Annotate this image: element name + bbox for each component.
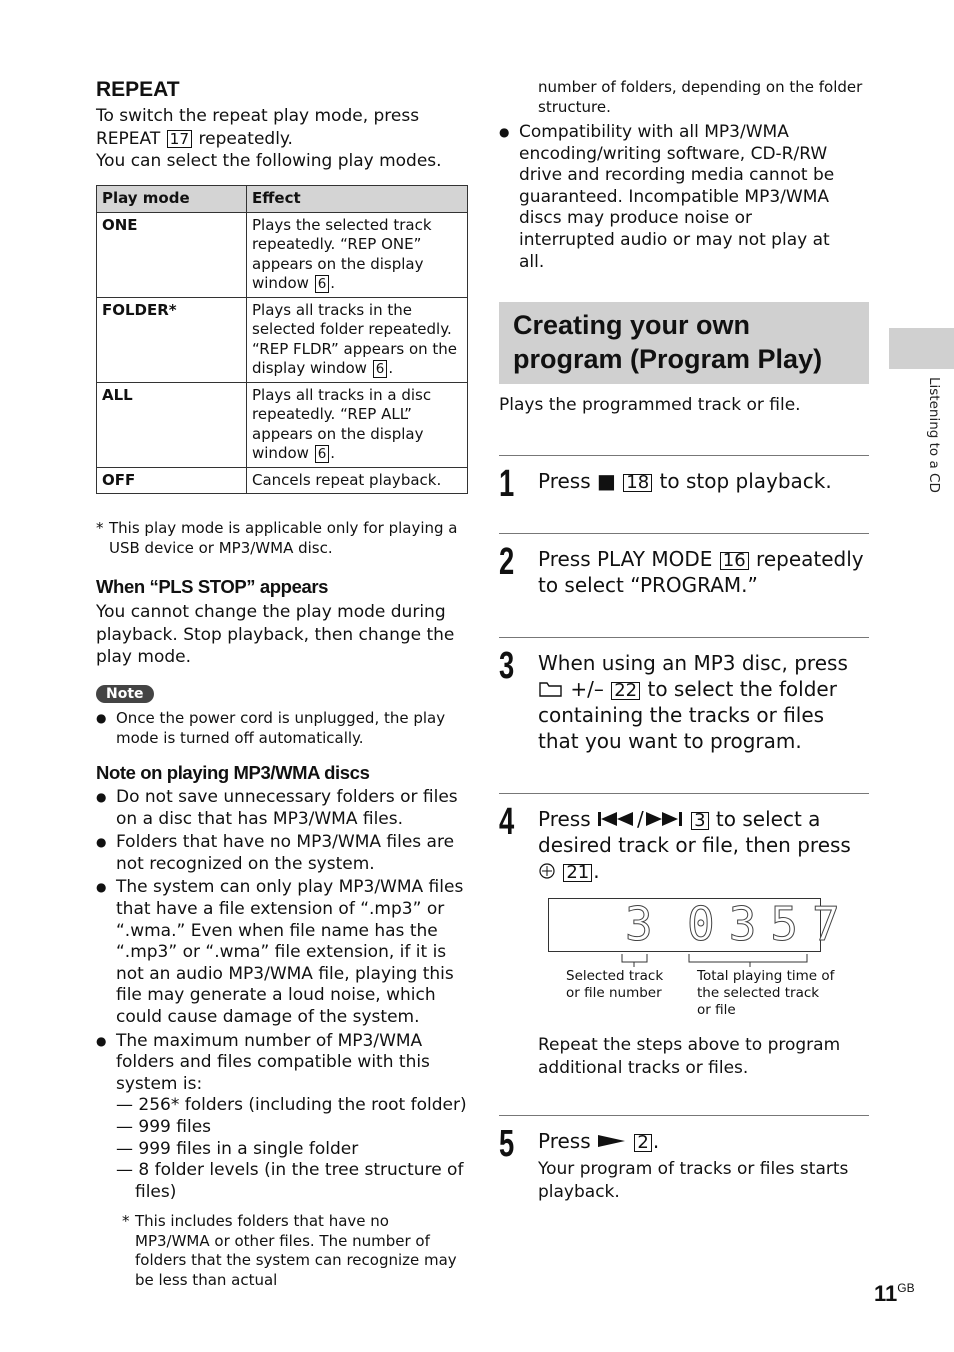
step-5-text bbox=[538, 1128, 868, 1154]
mp3-footnote bbox=[122, 1212, 468, 1290]
side-tab bbox=[889, 328, 954, 369]
note-label: Note bbox=[96, 685, 154, 703]
header-play-mode: Play mode bbox=[97, 186, 247, 213]
step-text: Press PLAY MODE bbox=[538, 547, 713, 571]
asterisk: * bbox=[96, 519, 104, 537]
table-row bbox=[97, 212, 468, 297]
button-ref-6: 6 bbox=[373, 360, 388, 378]
step-5-sub: Your program of tracks or files starts playback. bbox=[538, 1159, 849, 1202]
mode-cell: ALL bbox=[97, 382, 247, 467]
section-title-line1: Creating your own bbox=[513, 310, 751, 340]
list-item-text: ● The maximum number of MP3/WMA folders and files compatible with this system is: bbox=[116, 1030, 430, 1094]
effect-text: Plays all tracks in the selected folder repeatedly. “REP FLDR” appears on the display window bbox=[252, 300, 458, 377]
step-text: to select a desired track or file, then press bbox=[538, 807, 851, 857]
mp3-heading: Note on playing MP3/WMA discs bbox=[96, 762, 370, 783]
label-time: Total playing time of the selected track or file bbox=[697, 968, 835, 1018]
step-text: Press ■ bbox=[538, 469, 616, 493]
button-ref-3: 3 bbox=[691, 812, 708, 830]
mp3-bullet-list bbox=[96, 787, 468, 1203]
list-item: ● Once the power cord is unplugged, the play mode is turned off automatically. bbox=[96, 709, 468, 748]
step-text: . bbox=[652, 1129, 660, 1153]
effect-cell: Cancels repeat playback. bbox=[247, 467, 468, 494]
mode-cell: OFF bbox=[97, 467, 247, 494]
divider bbox=[499, 533, 869, 534]
page-number bbox=[874, 1281, 915, 1307]
divider bbox=[499, 793, 869, 794]
repeat-line2-post: repeatedly. bbox=[198, 128, 293, 149]
footnote-text: This play mode is applicable only for playing a USB device or MP3/WMA disc. bbox=[109, 519, 458, 557]
label-track: Selected track or file number bbox=[566, 968, 664, 1001]
step-1-text bbox=[538, 468, 868, 494]
step-text: When using an MP3 disc, press bbox=[538, 651, 848, 675]
play-mode-table bbox=[96, 185, 468, 494]
button-ref-17: 17 bbox=[167, 130, 192, 148]
continued-text: number of folders, depending on the folder structure. bbox=[538, 78, 863, 116]
repeat-line2 bbox=[96, 128, 468, 151]
dash-item: — 8 folder levels (in the tree structure of files) bbox=[116, 1160, 464, 1202]
divider bbox=[499, 637, 869, 638]
mode-cell: FOLDER* bbox=[97, 297, 247, 382]
repeat-line3: You can select the following play modes. bbox=[96, 151, 442, 171]
page-num: 11 bbox=[874, 1281, 898, 1306]
button-ref-2: 2 bbox=[634, 1134, 651, 1152]
list-item: ● Compatibility with all MP3/WMA encoding/writing software, CD-R/RW drive and recording media cannot be guaranteed. Incompatible MP3/WMA discs may produce noise or interrupted audio or may not play at all. bbox=[499, 122, 849, 273]
step-3-text bbox=[538, 650, 868, 754]
dash-item: — 256* folders (including the root folder) bbox=[116, 1095, 467, 1116]
pls-stop-heading: When “PLS STOP” appears bbox=[96, 576, 329, 597]
footnote-text: This includes folders that have no MP3/WMA or other files. The number of folders that the system can recognize may be less than actual bbox=[135, 1212, 457, 1289]
table-row bbox=[97, 382, 468, 467]
button-ref-16: 16 bbox=[720, 552, 749, 570]
list-item bbox=[96, 1031, 468, 1204]
section-intro: Plays the programmed track or file. bbox=[499, 395, 801, 415]
display-track-digit: 3 bbox=[625, 897, 667, 951]
repeat-intro bbox=[96, 105, 468, 173]
step-text: repeatedly to select “PROGRAM.” bbox=[538, 547, 864, 597]
divider bbox=[499, 455, 869, 456]
previous-track-icon bbox=[597, 811, 637, 827]
dash-text: 256* folders (including the root folder) bbox=[138, 1095, 467, 1116]
step-text: / bbox=[637, 807, 644, 831]
page-suffix: GB bbox=[897, 1281, 915, 1295]
effect-text: Plays the selected track repeatedly. “REP ONE” appears on the display window bbox=[252, 215, 432, 292]
step-number: 2 bbox=[499, 541, 515, 583]
footnote-1 bbox=[96, 519, 468, 558]
compat-list bbox=[499, 122, 849, 273]
display-bracket-lines bbox=[548, 952, 819, 968]
button-ref-22: 22 bbox=[611, 682, 640, 700]
button-ref-18: 18 bbox=[623, 474, 652, 492]
pls-stop-text: You cannot change the play mode during playback. Stop playback, then change the play mode. bbox=[96, 602, 455, 667]
repeat-line2-pre: REPEAT bbox=[96, 128, 161, 149]
enter-icon bbox=[538, 862, 556, 880]
note-badge bbox=[96, 683, 154, 703]
list-item: ● The system can only play MP3/WMA files that have a file extension of “.mp3” or “.wma.” Even when file name has the “.mp3” or “.wma” file extension, if it is not an audio MP3/WMA file, playing this file may generate a loud noise, which could cause damage of the system. bbox=[96, 877, 468, 1028]
folder-icon bbox=[538, 681, 564, 698]
list-item: ● Folders that have no MP3/WMA files are not recognized on the system. bbox=[96, 832, 468, 875]
effect-cell: Plays all tracks in the selected folder repeatedly. “REP FLDR” appears on the display window 6 . bbox=[247, 297, 468, 382]
repeat-heading: REPEAT bbox=[96, 78, 180, 101]
dash-text: 8 folder levels (in the tree structure of files) bbox=[135, 1160, 464, 1202]
effect-cell: Plays the selected track repeatedly. “REP ONE” appears on the display window 6 . bbox=[247, 212, 468, 297]
step-number: 5 bbox=[499, 1123, 515, 1165]
step-4-text: Press / 3 to select a desired track or file, then press 21 . bbox=[538, 807, 851, 883]
section-title-line2: program (Program Play) bbox=[513, 344, 823, 374]
note-list bbox=[96, 709, 468, 748]
button-ref-6: 6 bbox=[315, 275, 330, 293]
dash-text: 999 files bbox=[138, 1116, 212, 1137]
play-icon bbox=[597, 1133, 627, 1149]
next-track-icon bbox=[644, 811, 684, 827]
step-text: to select the folder containing the tracks or files that you want to program. bbox=[538, 677, 837, 753]
repeat-steps-text: Repeat the steps above to program additional tracks or files. bbox=[538, 1035, 841, 1078]
side-label: Listening to a CD bbox=[926, 377, 942, 493]
dash-item: — 999 files in a single folder bbox=[116, 1138, 359, 1159]
table-row bbox=[97, 467, 468, 494]
display-time-digits: 0357 bbox=[687, 897, 854, 951]
section-title-box bbox=[499, 302, 869, 384]
mode-cell: ONE bbox=[97, 212, 247, 297]
button-ref-21: 21 bbox=[563, 864, 592, 882]
table-header-row bbox=[97, 186, 468, 213]
step-2-text bbox=[538, 546, 868, 598]
step-text: Press bbox=[538, 807, 591, 831]
section-title bbox=[513, 308, 822, 376]
effect-text: Plays all tracks in a disc repeatedly. “REP ALL” appears on the display window bbox=[252, 385, 432, 462]
dash-item: — 999 files bbox=[116, 1116, 212, 1137]
step-text: to stop playback. bbox=[659, 469, 832, 493]
divider bbox=[499, 1115, 869, 1116]
effect-cell: Plays all tracks in a disc repeatedly. “REP ALL” appears on the display window 6 . bbox=[247, 382, 468, 467]
table-row bbox=[97, 297, 468, 382]
step-text: Press bbox=[538, 1129, 591, 1153]
button-ref-6: 6 bbox=[315, 445, 330, 463]
header-effect: Effect bbox=[247, 186, 468, 213]
step-number: 1 bbox=[499, 463, 515, 505]
step-text: +/– bbox=[570, 677, 604, 701]
repeat-line1: To switch the repeat play mode, press bbox=[96, 106, 420, 126]
asterisk: * bbox=[122, 1212, 130, 1230]
dash-text: 999 files in a single folder bbox=[138, 1138, 359, 1159]
step-number: 4 bbox=[499, 801, 515, 843]
display-window bbox=[548, 897, 854, 952]
step-number: 3 bbox=[499, 645, 515, 687]
list-item: ● Do not save unnecessary folders or files on a disc that has MP3/WMA files. bbox=[96, 787, 468, 830]
